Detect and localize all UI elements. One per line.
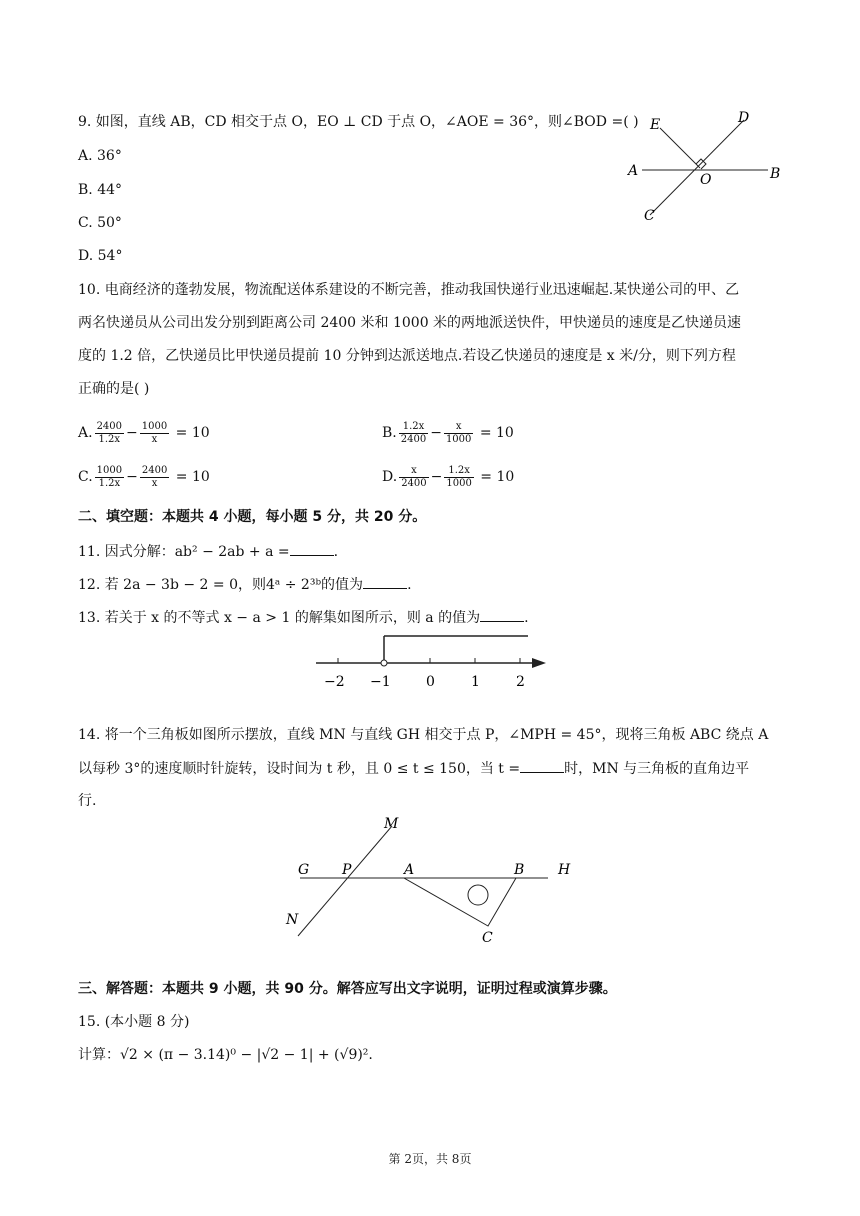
tick-label-1: 1 xyxy=(471,674,480,690)
q10-option-b: B. $\frac{1.2x}{2400}$ − $\frac{x}{1000}$ = 10 xyxy=(382,420,514,445)
q10-line-3: 度的 1.2 倍，乙快递员比甲快递员提前 10 分钟到达派送地点.若设乙快递员的速度是 x 米/分，则下列方程 xyxy=(78,348,736,364)
label-c: C xyxy=(644,208,655,224)
q13-answer-blank[interactable] xyxy=(480,607,524,622)
label-d: D xyxy=(738,110,750,126)
q10-option-a: A. $\frac{2400}{1.2x}$ − $\frac{1000}{x}$ = 10 xyxy=(78,420,210,445)
q13: 13. 若关于 x 的不等式 x − a > 1 的解集如图所示，则 a 的值为 . xyxy=(78,607,529,628)
tick-label-neg1: −1 xyxy=(370,674,391,690)
page-footer: 第 2页，共 8页 xyxy=(388,1152,472,1166)
q9-option-a: A. 36° xyxy=(78,148,122,164)
label-o: O xyxy=(700,172,712,188)
label-n: N xyxy=(286,912,299,928)
q9-option-b: B. 44° xyxy=(78,182,123,198)
q14-line-3: 行. xyxy=(78,793,97,809)
tick-label-neg2: −2 xyxy=(324,674,345,690)
q9-option-d: D. 54° xyxy=(78,248,123,264)
section-3-heading: 三、解答题：本题共 9 小题，共 90 分。解答应写出文字说明，证明过程或演算步骤。 xyxy=(78,981,617,997)
label-h: H xyxy=(558,862,571,878)
label-a: A xyxy=(628,163,639,179)
label-b: B xyxy=(514,862,525,878)
q9-option-c: C. 50° xyxy=(78,215,122,231)
q15-title: 15. (本小题 8 分) xyxy=(78,1014,190,1030)
label-g: G xyxy=(298,862,310,878)
q12-answer-blank[interactable] xyxy=(363,574,407,589)
q12: 12. 若 2a − 3b − 2 = 0，则4ᵃ ÷ 2³ᵇ的值为 . xyxy=(78,574,412,595)
q10-option-d: D. $\frac{x}{2400}$ − $\frac{1.2x}{1000}$ = 10 xyxy=(382,464,515,489)
q13-number-line xyxy=(310,628,560,692)
section-2-heading: 二、填空题：本题共 4 小题，每小题 5 分，共 20 分。 xyxy=(78,509,427,525)
axis-arrow xyxy=(532,658,546,668)
label-b: B xyxy=(770,166,781,182)
line-eo xyxy=(660,128,700,168)
label-m: M xyxy=(384,816,399,832)
q14-line-1: 14. 将一个三角板如图所示摆放，直线 MN 与直线 GH 相交于点 P，∠MPH = 45°，现将三角板 ABC 绕点 A xyxy=(78,727,769,743)
label-e: E xyxy=(650,117,661,133)
q9-stem: 9. 如图，直线 AB，CD 相交于点 O，EO ⊥ CD 于点 O，∠AOE = 36°，则∠BOD =( ) xyxy=(78,114,639,130)
q10-line-4: 正确的是( ) xyxy=(78,381,150,397)
q10-line-1: 10. 电商经济的蓬勃发展，物流配送体系建设的不断完善，推动我国快递行业迅速崛起.某快递公司的甲、乙 xyxy=(78,282,740,298)
label-c: C xyxy=(482,930,493,946)
q11-answer-blank[interactable] xyxy=(290,541,334,556)
q14-answer-blank[interactable] xyxy=(520,758,564,773)
q11: 11. 因式分解：ab² − 2ab + a = . xyxy=(78,541,338,562)
triangle-hole xyxy=(468,885,488,905)
tick-label-0: 0 xyxy=(426,674,435,690)
label-a: A xyxy=(404,862,415,878)
q10-line-2: 两名快递员从公司出发分别到距离公司 2400 米和 1000 米的两地派送快件，甲快递员的速度是乙快递员速 xyxy=(78,315,742,331)
q14-line-2: 以每秒 3°的速度顺时针旋转，设时间为 t 秒，且 0 ≤ t ≤ 150，当 t = 时，MN 与三角板的直角边平 xyxy=(78,758,749,779)
open-endpoint xyxy=(381,660,387,666)
tick-label-2: 2 xyxy=(516,674,525,690)
q14-figure xyxy=(280,808,580,948)
q15-text: 计算：√2 × (π − 3.14)⁰ − |√2 − 1| + (√9)². xyxy=(78,1047,373,1063)
line-cd xyxy=(650,120,744,215)
q10-option-c: C. $\frac{1000}{1.2x}$ − $\frac{2400}{x}$ = 10 xyxy=(78,464,210,489)
q9-figure xyxy=(620,100,800,230)
triangle-abc xyxy=(404,878,516,926)
line-mn xyxy=(298,826,392,936)
label-p: P xyxy=(342,862,352,878)
